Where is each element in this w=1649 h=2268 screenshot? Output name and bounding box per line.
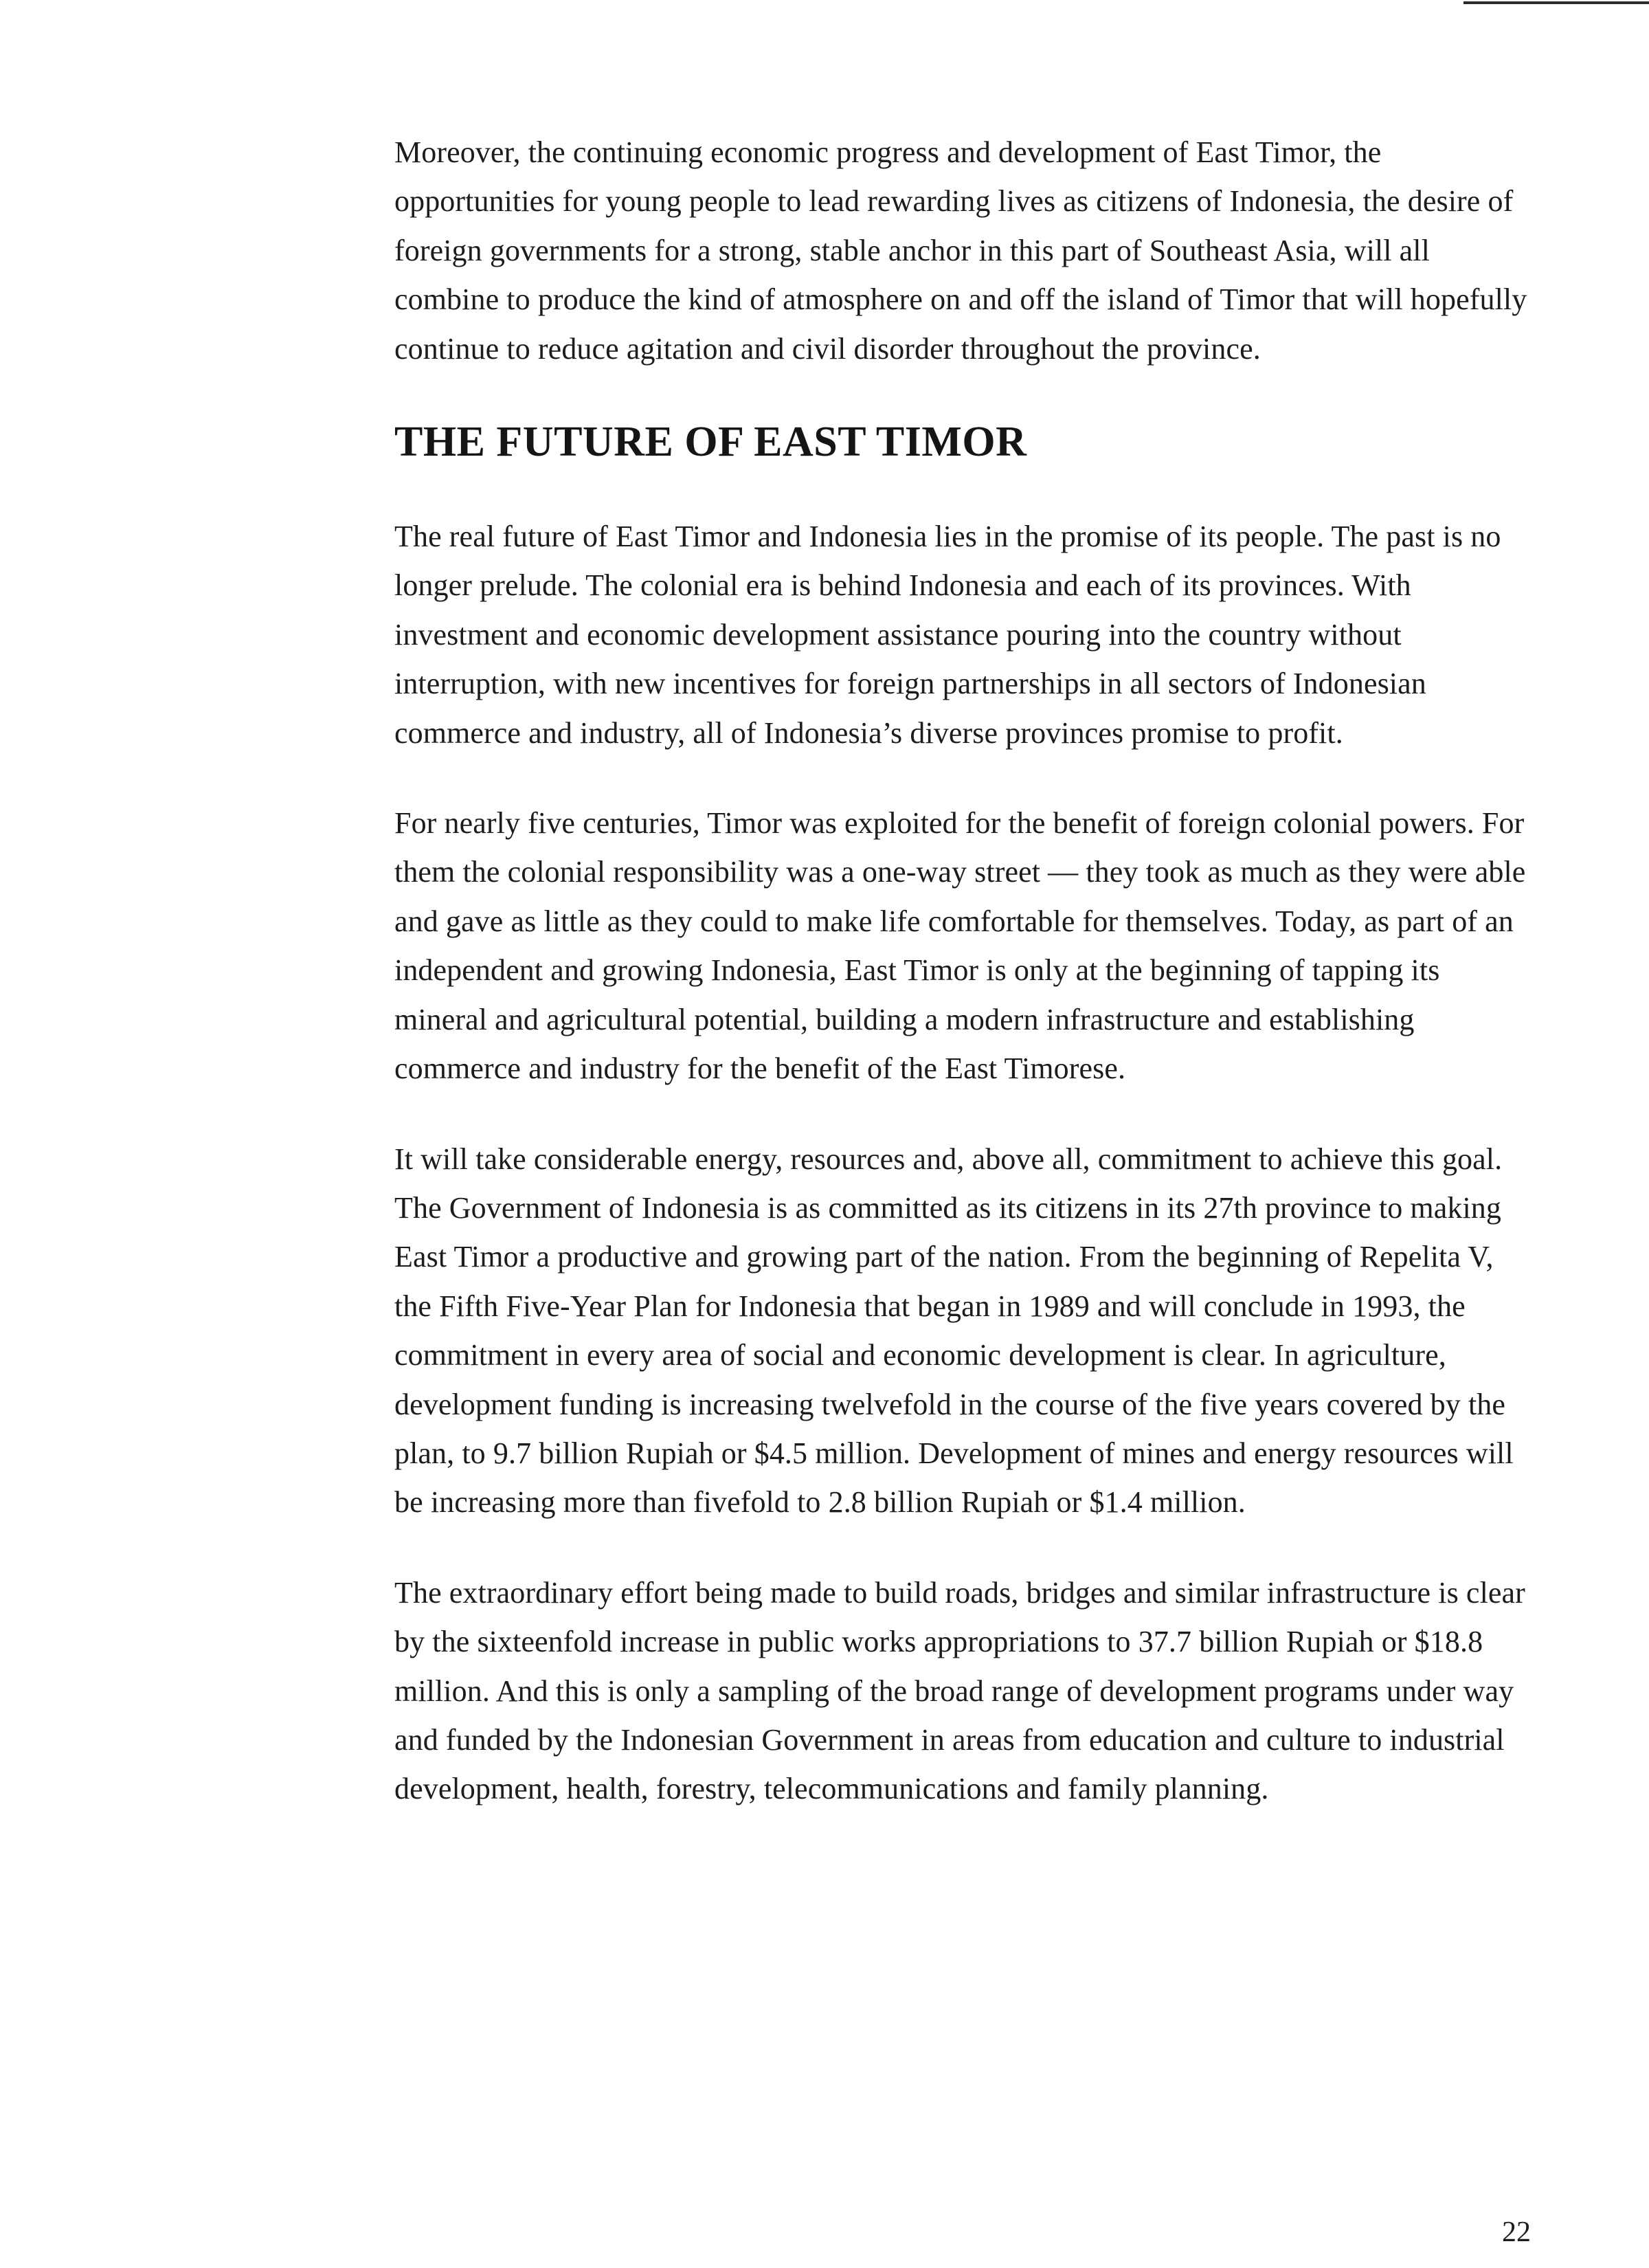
page-number: 22 bbox=[1502, 2216, 1531, 2248]
body-paragraph-1: The real future of East Timor and Indonesia lies in the promise of its people. The past is no longer prelude. The colonial era is behind Indonesia and each of its provinces. With investment and economic development assistance pouring into the country without interruption, with new incentives for foreign partnerships in all sectors of Indonesian commerce and industry, all of Indonesia’s diverse provinces promise to profit. bbox=[394, 520, 1501, 750]
body-paragraph-3: It will take considerable energy, resources and, above all, commitment to achieve this goal. The Government of Indonesia is as committed as its citizens in its 27th province to making East Timor a productive and growing part of the nation. From the beginning of Repelita V, the Fifth Five-Year Plan for Indonesia that began in 1989 and will conclude in 1993, the commitment in every area of social and economic development is clear. In agriculture, development funding is increasing twelvefold in the course of the five years covered by the plan, to 9.7 billion Rupiah or $4.5 million. Development of mines and energy resources will be increasing more than fivefold to 2.8 billion Rupiah or $1.4 million. bbox=[394, 1142, 1514, 1520]
body-paragraph-4: The extraordinary effort being made to build roads, bridges and similar infrastructure is clear by the sixteenfold increase in public works appropriations to 37.7 billion Rupiah or $18.8 million. And this is only a sampling of the broad range of development programs under way and funded by the Indonesian Government in areas from education and culture to industrial development, health, forestry, telecommunications and family planning. bbox=[394, 1575, 1525, 1806]
intro-paragraph: Moreover, the continuing economic progress and development of East Timor, the opportunities for young people to lead rewarding lives as citizens of Indonesia, the desire of foreign governments for a strong, stable anchor in this part of Southeast Asia, will all combine to produce the kind of atmosphere on and off the island of Timor that will hopefully continue to reduce agitation and civil disorder throughout the province. bbox=[394, 135, 1527, 366]
top-edge-rule bbox=[1463, 1, 1649, 4]
section-heading: THE FUTURE OF EAST TIMOR bbox=[394, 419, 1027, 466]
page-body bbox=[394, 128, 1532, 1814]
body-paragraph-2: For nearly five centuries, Timor was exploited for the benefit of foreign colonial powers. For them the colonial responsibility was a one-way street — they took as much as they were able and gave as little as they could to make life comfortable for themselves. Today, as part of an independent and growing Indonesia, East Timor is only at the beginning of tapping its mineral and agricultural potential, building a modern infrastructure and establishing commerce and industry for the benefit of the East Timorese. bbox=[394, 806, 1526, 1086]
